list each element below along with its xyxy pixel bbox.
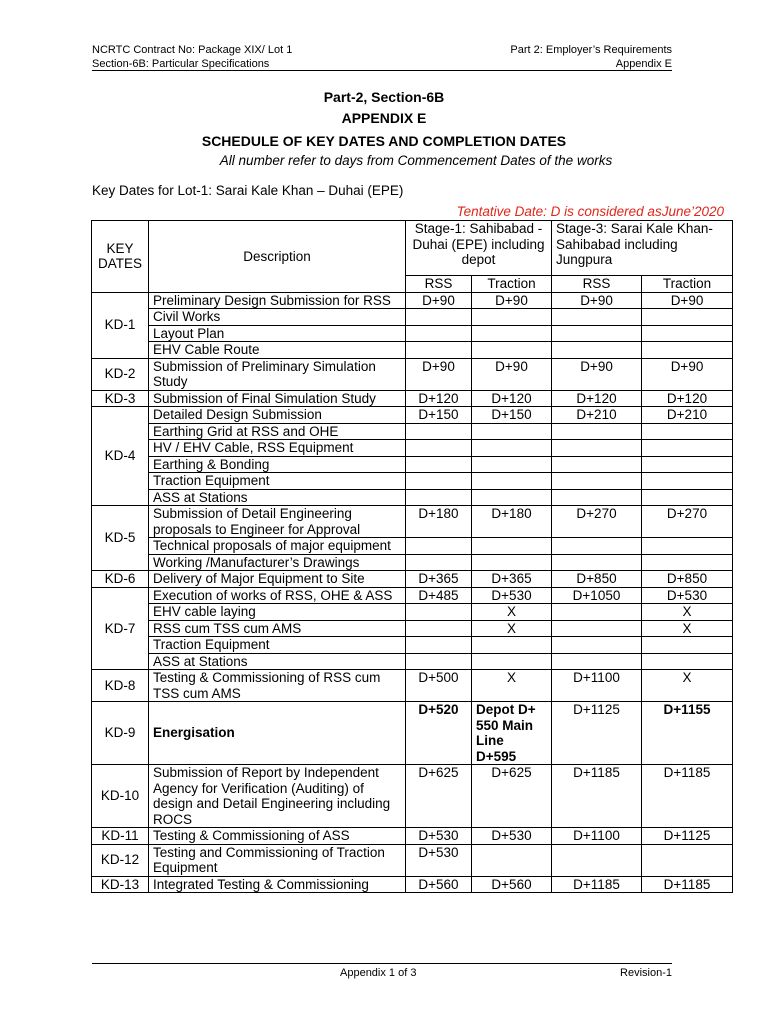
key-date-cell: KD-5	[92, 506, 149, 571]
date-cell: D+90	[406, 292, 472, 309]
description-cell: ASS at Stations	[149, 653, 406, 670]
description-cell: Traction Equipment	[149, 637, 406, 654]
date-cell	[472, 473, 552, 490]
date-cell	[552, 554, 642, 571]
date-cell: D+120	[642, 390, 733, 407]
date-cell: D+1125	[552, 702, 642, 765]
header-divider	[92, 70, 672, 71]
description-cell: Submission of Detail Engineering proposals to Engineer for Approval	[149, 506, 406, 538]
table-row	[92, 620, 733, 637]
col-description: Description	[149, 221, 406, 293]
page-title-part: Part-2, Section-6B	[323, 89, 445, 105]
page-title-appendix: APPENDIX E	[341, 110, 427, 126]
date-cell	[406, 423, 472, 440]
date-cell	[552, 325, 642, 342]
key-date-cell: KD-9	[92, 702, 149, 765]
date-cell	[406, 489, 472, 506]
key-date-cell: KD-11	[92, 828, 149, 845]
date-cell: D+180	[406, 506, 472, 538]
date-cell: D+530	[472, 587, 552, 604]
date-cell: D+150	[406, 407, 472, 424]
contract-no: NCRTC Contract No: Package XIX/ Lot 1	[92, 44, 293, 56]
date-cell: D+270	[642, 506, 733, 538]
date-cell: D+1050	[552, 587, 642, 604]
date-cell: D+1185	[642, 765, 733, 828]
date-cell: D+120	[472, 390, 552, 407]
date-cell: X	[472, 604, 552, 621]
date-cell	[472, 489, 552, 506]
key-dates-heading: Key Dates for Lot-1: Sarai Kale Khan – Duhai (EPE)	[92, 183, 404, 198]
tentative-date-note: Tentative Date: D is considered asJune’2020	[456, 204, 724, 219]
description-cell: Preliminary Design Submission for RSS	[149, 292, 406, 309]
date-cell: D+90	[642, 292, 733, 309]
date-cell: D+520	[406, 702, 472, 765]
date-cell	[406, 456, 472, 473]
description-cell: Detailed Design Submission	[149, 407, 406, 424]
table-row	[92, 876, 733, 893]
date-cell	[472, 423, 552, 440]
table-row	[92, 637, 733, 654]
table-row	[92, 670, 733, 702]
date-cell	[552, 473, 642, 490]
date-cell: X	[642, 604, 733, 621]
key-date-cell: KD-3	[92, 390, 149, 407]
schedule-table	[91, 220, 733, 893]
col-stage1-rss: RSS	[406, 276, 472, 293]
date-cell: D+500	[406, 670, 472, 702]
date-cell	[472, 554, 552, 571]
date-cell	[552, 489, 642, 506]
date-cell	[642, 342, 733, 359]
description-cell: Earthing Grid at RSS and OHE	[149, 423, 406, 440]
date-cell: D+485	[406, 587, 472, 604]
date-cell: D+560	[406, 876, 472, 893]
description-cell: EHV cable laying	[149, 604, 406, 621]
date-cell	[406, 538, 472, 555]
date-cell: D+90	[552, 292, 642, 309]
table-row	[92, 423, 733, 440]
date-cell: D+1100	[552, 828, 642, 845]
table-row	[92, 828, 733, 845]
date-cell: D+270	[552, 506, 642, 538]
date-cell: X	[472, 670, 552, 702]
table-row	[92, 653, 733, 670]
date-cell: Depot D+ 550 Main Line D+595	[472, 702, 552, 765]
date-cell	[552, 620, 642, 637]
appendix-name: Appendix E	[615, 58, 672, 70]
date-cell	[642, 637, 733, 654]
date-cell	[642, 554, 733, 571]
date-cell	[552, 604, 642, 621]
description-cell: Testing and Commissioning of Traction Equipment	[149, 844, 406, 876]
key-date-cell: KD-6	[92, 571, 149, 588]
date-cell	[472, 456, 552, 473]
date-cell	[406, 473, 472, 490]
table-row	[92, 342, 733, 359]
table-row	[92, 407, 733, 424]
description-cell: Working /Manufacturer’s Drawings	[149, 554, 406, 571]
date-cell: D+1185	[552, 876, 642, 893]
description-cell: Traction Equipment	[149, 473, 406, 490]
date-cell: D+625	[472, 765, 552, 828]
date-cell	[552, 423, 642, 440]
date-cell	[472, 325, 552, 342]
description-cell: Technical proposals of major equipment	[149, 538, 406, 555]
table-row	[92, 325, 733, 342]
key-date-cell: KD-13	[92, 876, 149, 893]
description-cell: Testing & Commissioning of ASS	[149, 828, 406, 845]
footer-revision: Revision-1	[620, 967, 672, 979]
table-row	[92, 765, 733, 828]
date-cell	[642, 309, 733, 326]
date-cell: D+90	[642, 358, 733, 390]
date-cell: D+530	[472, 828, 552, 845]
description-cell: Earthing & Bonding	[149, 456, 406, 473]
col-stage3: Stage-3: Sarai Kale Khan- Sahibabad including Jungpura	[552, 221, 733, 276]
page-title-schedule: SCHEDULE OF KEY DATES AND COMPLETION DATES	[201, 133, 567, 149]
date-cell: D+90	[552, 358, 642, 390]
description-cell: Integrated Testing & Commissioning	[149, 876, 406, 893]
date-cell: D+1185	[552, 765, 642, 828]
date-cell	[552, 440, 642, 457]
date-cell: D+850	[552, 571, 642, 588]
col-key-dates: KEY DATES	[92, 221, 149, 293]
date-cell	[642, 538, 733, 555]
table-row	[92, 390, 733, 407]
description-cell: ASS at Stations	[149, 489, 406, 506]
key-date-cell: KD-4	[92, 407, 149, 506]
date-cell: D+1155	[642, 702, 733, 765]
date-cell: D+180	[472, 506, 552, 538]
description-cell: RSS cum TSS cum AMS	[149, 620, 406, 637]
description-cell: Testing & Commissioning of RSS cum TSS cum AMS	[149, 670, 406, 702]
description-cell: Submission of Report by Independent Agency for Verification (Auditing) of design and Detail Engineering including ROCS	[149, 765, 406, 828]
date-cell: D+1185	[642, 876, 733, 893]
description-cell: Layout Plan	[149, 325, 406, 342]
key-date-cell: KD-2	[92, 358, 149, 390]
date-cell: D+90	[472, 358, 552, 390]
description-cell: Civil Works	[149, 309, 406, 326]
date-cell: X	[472, 620, 552, 637]
date-cell	[552, 456, 642, 473]
date-cell: D+530	[642, 587, 733, 604]
date-cell	[642, 489, 733, 506]
date-cell	[406, 325, 472, 342]
table-row	[92, 571, 733, 588]
date-cell	[406, 653, 472, 670]
date-cell	[472, 440, 552, 457]
date-cell	[472, 637, 552, 654]
description-cell: Delivery of Major Equipment to Site	[149, 571, 406, 588]
date-cell: D+120	[406, 390, 472, 407]
table-header-row	[92, 221, 733, 276]
date-cell: D+1125	[642, 828, 733, 845]
date-cell: D+560	[472, 876, 552, 893]
date-cell: D+1100	[552, 670, 642, 702]
section-name: Section-6B: Particular Specifications	[92, 58, 270, 70]
date-cell: D+530	[406, 828, 472, 845]
footer-page: Appendix 1 of 3	[340, 967, 417, 979]
key-date-cell: KD-7	[92, 587, 149, 670]
date-cell	[642, 653, 733, 670]
date-cell	[406, 440, 472, 457]
description-cell: HV / EHV Cable, RSS Equipment	[149, 440, 406, 457]
description-cell: Execution of works of RSS, OHE & ASS	[149, 587, 406, 604]
date-cell: D+850	[642, 571, 733, 588]
col-stage1: Stage-1: Sahibabad - Duhai (EPE) including depot	[406, 221, 552, 276]
date-cell: D+120	[552, 390, 642, 407]
key-date-cell: KD-12	[92, 844, 149, 876]
description-cell: Submission of Preliminary Simulation Study	[149, 358, 406, 390]
date-cell	[472, 653, 552, 670]
table-row	[92, 473, 733, 490]
date-cell	[406, 620, 472, 637]
date-cell	[472, 342, 552, 359]
date-cell	[552, 309, 642, 326]
footer-divider	[92, 963, 672, 964]
date-cell: D+625	[406, 765, 472, 828]
date-cell: D+365	[406, 571, 472, 588]
key-date-cell: KD-10	[92, 765, 149, 828]
date-cell: D+90	[406, 358, 472, 390]
table-row	[92, 440, 733, 457]
table-row	[92, 702, 733, 765]
description-cell: Submission of Final Simulation Study	[149, 390, 406, 407]
date-cell	[406, 554, 472, 571]
col-stage1-traction: Traction	[472, 276, 552, 293]
table-row	[92, 456, 733, 473]
date-cell	[472, 538, 552, 555]
table-row	[92, 554, 733, 571]
date-cell: D+210	[552, 407, 642, 424]
table-row	[92, 358, 733, 390]
description-cell: Energisation	[149, 702, 406, 765]
table-row	[92, 844, 733, 876]
date-cell: D+530	[406, 844, 472, 876]
date-cell	[642, 456, 733, 473]
table-row	[92, 587, 733, 604]
part-name: Part 2: Employer’s Requirements	[510, 44, 672, 56]
date-cell	[472, 309, 552, 326]
date-cell	[552, 342, 642, 359]
date-cell	[406, 309, 472, 326]
header-right	[510, 43, 672, 71]
date-cell: D+365	[472, 571, 552, 588]
date-cell	[642, 844, 733, 876]
col-stage3-traction: Traction	[642, 276, 733, 293]
date-cell	[406, 342, 472, 359]
date-cell: D+150	[472, 407, 552, 424]
date-cell: X	[642, 670, 733, 702]
table-row	[92, 604, 733, 621]
table-row	[92, 506, 733, 538]
date-cell	[552, 637, 642, 654]
col-stage3-rss: RSS	[552, 276, 642, 293]
note-text: All number refer to days from Commencement Dates of the works	[219, 153, 613, 168]
date-cell	[472, 844, 552, 876]
date-cell	[642, 440, 733, 457]
date-cell	[406, 604, 472, 621]
date-cell	[406, 637, 472, 654]
date-cell	[642, 423, 733, 440]
header-left	[92, 43, 292, 71]
date-cell: X	[642, 620, 733, 637]
date-cell	[552, 538, 642, 555]
table-row	[92, 309, 733, 326]
key-date-cell: KD-8	[92, 670, 149, 702]
key-date-cell: KD-1	[92, 292, 149, 358]
table-row	[92, 292, 733, 309]
date-cell: D+90	[472, 292, 552, 309]
date-cell	[552, 844, 642, 876]
table-row	[92, 538, 733, 555]
date-cell	[552, 653, 642, 670]
date-cell: D+210	[642, 407, 733, 424]
description-cell: EHV Cable Route	[149, 342, 406, 359]
date-cell	[642, 325, 733, 342]
date-cell	[642, 473, 733, 490]
table-row	[92, 489, 733, 506]
